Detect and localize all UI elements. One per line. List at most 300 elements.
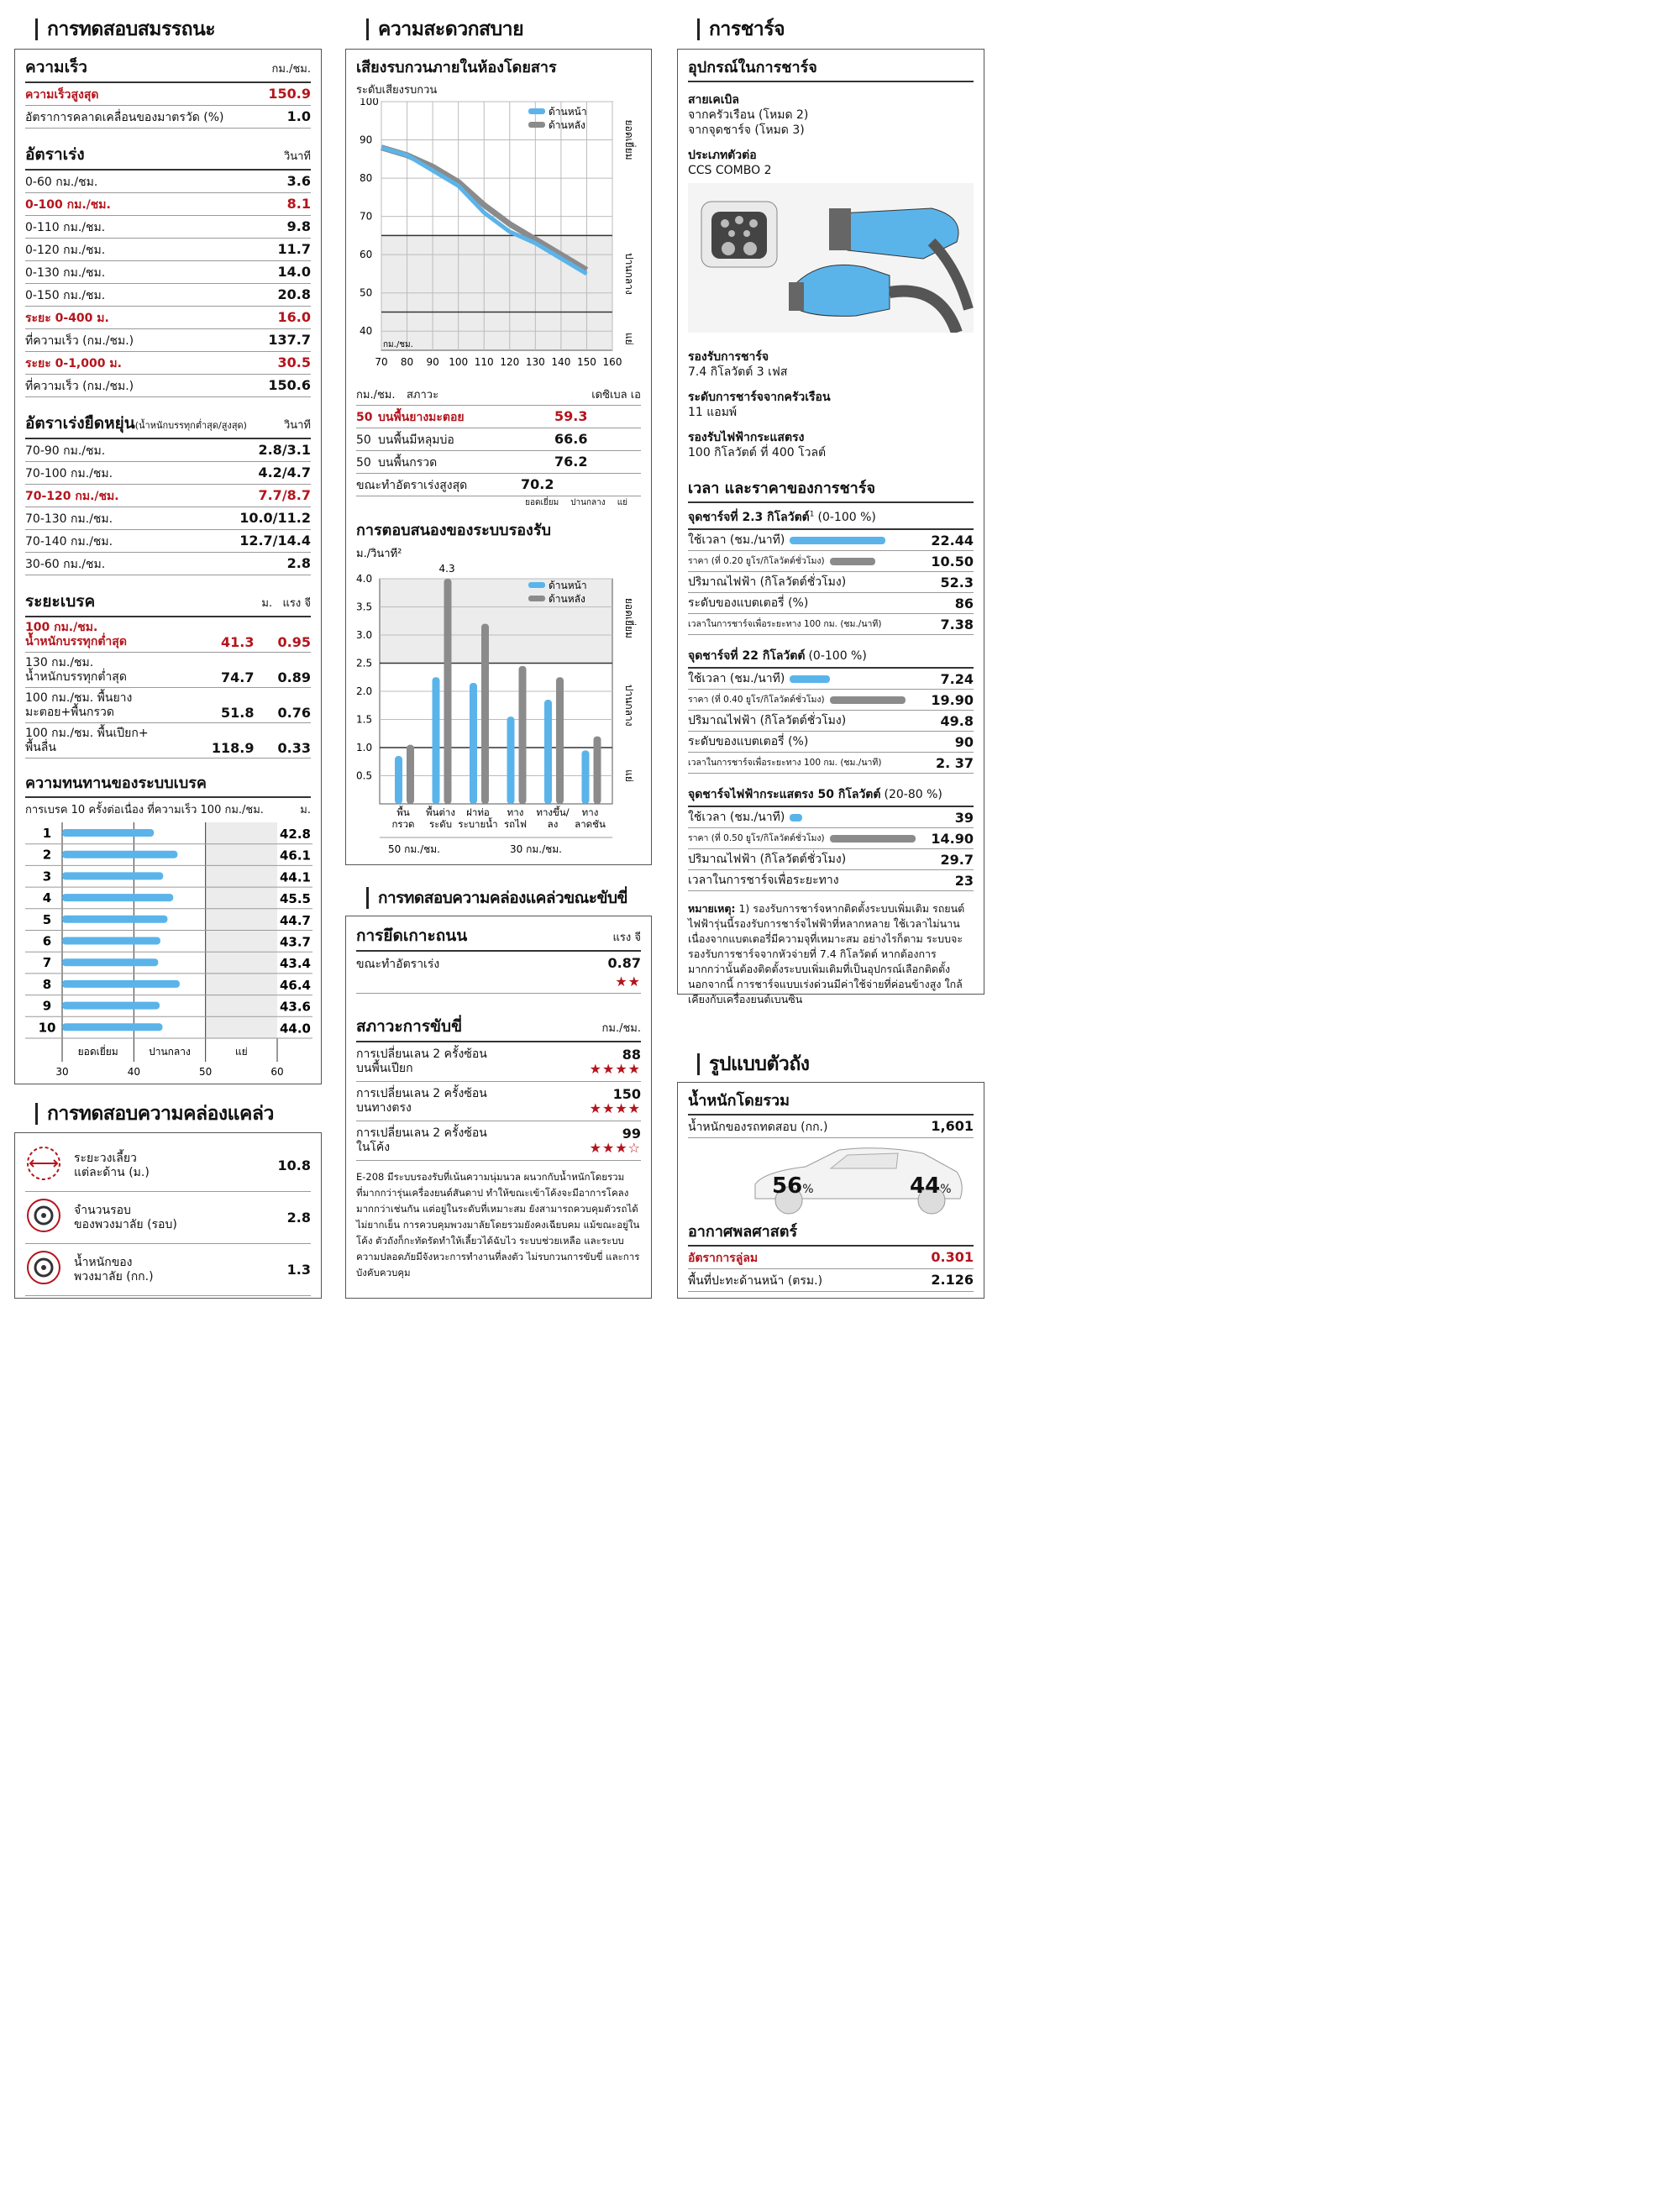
endur-bar xyxy=(62,916,167,923)
driving-value: 150 xyxy=(612,1086,641,1102)
charge-row xyxy=(688,572,974,593)
handling-item xyxy=(25,1197,177,1238)
endur-bar xyxy=(62,937,160,945)
noise-xtick: 130 xyxy=(525,356,545,368)
accel-row xyxy=(25,375,311,397)
endur-value: 46.1 xyxy=(279,848,311,864)
endur-category: 7 xyxy=(42,955,52,971)
brake-label xyxy=(25,691,132,720)
dc-value: 100 กิโลวัตต์ ที่ 400 โวลต์ xyxy=(688,446,827,459)
driving-stars: ★★★☆ xyxy=(589,1140,641,1156)
accel-value: 11.7 xyxy=(277,241,311,257)
grip-value: 0.87 xyxy=(607,955,641,971)
flex-row xyxy=(25,462,311,485)
noise-ytick: 50 xyxy=(360,286,373,299)
susp-category: พื้น xyxy=(396,806,410,818)
susp-bar xyxy=(433,677,440,804)
accel-row xyxy=(25,307,311,329)
noise-col-speed: กม./ชม. xyxy=(356,389,396,402)
handling-label-1: น้ำหนักของ xyxy=(74,1255,133,1269)
handling-item xyxy=(25,1249,154,1290)
endur-zone-label: ยอดเยี่ยม xyxy=(77,1046,118,1058)
noise-title: เสียงรบกวนภายในห้องโดยสาร xyxy=(356,59,557,76)
driving-value: 99 xyxy=(622,1126,641,1142)
noise-zone-labels xyxy=(356,496,641,509)
susp-category: ทาง xyxy=(581,806,599,818)
aero-row xyxy=(688,1269,974,1292)
accel-row xyxy=(25,239,311,261)
charge-row xyxy=(688,732,974,753)
susp-legend-label: ด้านหน้า xyxy=(549,580,587,591)
charge-row xyxy=(688,849,974,870)
endur-value: 44.1 xyxy=(279,869,311,885)
endur-category: 9 xyxy=(42,998,52,1014)
susp-bar xyxy=(481,624,489,804)
accel-label: 0-100 กม./ชม. xyxy=(25,198,111,212)
brake-distance: 41.3 xyxy=(221,634,255,650)
accel-row xyxy=(25,261,311,284)
performance-box xyxy=(14,49,322,1084)
flex-section: อัตราเร่งยืดหยุ่น(น้ำหนักบรรทุกต่ำสุด/สูงสุด) วินาที xyxy=(25,411,311,439)
charge-value: 7.24 xyxy=(940,671,974,687)
flex-value: 12.7/14.4 xyxy=(239,533,311,549)
body-box xyxy=(677,1082,984,1299)
noise-xtick: 140 xyxy=(551,356,571,368)
noise-legend-label: ด้านหลัง xyxy=(549,119,585,131)
endur-category: 8 xyxy=(42,976,52,992)
brake-label-1: 100 กม./ชม. xyxy=(25,621,98,634)
charge-label: ใช้เวลา (ชม./นาที) xyxy=(688,811,785,824)
driving-label xyxy=(356,1126,487,1155)
aero-label: อัตราการลู่ลม xyxy=(688,1252,759,1265)
comfort-header: ความสะดวกสบาย xyxy=(378,18,524,40)
noise-row xyxy=(356,428,641,451)
endur-xtick: 40 xyxy=(127,1066,140,1078)
susp-bar xyxy=(594,737,601,804)
charge-bar-blue xyxy=(790,814,801,822)
home-title: ระดับการชาร์จจากครัวเรือน xyxy=(688,391,831,404)
brake-row xyxy=(25,653,311,688)
driving-label xyxy=(356,1087,487,1115)
brake-label-1: 100 กม./ชม. พื้นเปียก+ xyxy=(25,727,149,740)
noise-speed: 50 xyxy=(356,411,373,424)
aero-title: อากาศพลศาสตร์ xyxy=(688,1219,974,1247)
accel-value: 14.0 xyxy=(277,264,311,280)
brake-label xyxy=(25,727,149,755)
handling-row xyxy=(25,1140,311,1192)
accel-label: ระยะ 0-400 ม. xyxy=(25,312,109,325)
charge-row xyxy=(688,753,974,774)
brake-section: ระยะเบรค ม. แรง จี xyxy=(25,589,311,617)
charge-bar-blue xyxy=(790,537,885,544)
grip-section: การยึดเกาะถนน แรง จี xyxy=(356,923,641,952)
steering-turns-icon xyxy=(25,1197,62,1238)
charge-row xyxy=(688,551,974,572)
charge-bar-blue xyxy=(790,675,830,683)
endurance-subtitle: การเบรค 10 ครั้งต่อเนื่อง ที่ความเร็ว 100 กม./ชม. xyxy=(25,804,264,816)
charge-group-title xyxy=(688,508,974,530)
charge-group-range: (0-100 %) xyxy=(817,511,876,524)
susp-bar xyxy=(407,745,414,804)
endurance-unit: ม. xyxy=(300,804,311,816)
driving-label-2: บนพื้นเปียก xyxy=(356,1062,413,1075)
endur-value: 43.7 xyxy=(279,934,311,950)
susp-bar xyxy=(519,666,527,804)
driving-label-1: การเปลี่ยนเลน 2 ครั้งซ้อน xyxy=(356,1126,487,1140)
brake-label-2: มะตอย+พื้นกรวด xyxy=(25,706,114,719)
noise-ytick: 80 xyxy=(360,172,373,185)
charge-group-name: จุดชาร์จที่ 22 กิโลวัตต์ xyxy=(688,649,806,663)
charge-row xyxy=(688,870,974,891)
aero-label: พื้นที่ปะทะด้านหน้า (ตรม.) xyxy=(688,1274,823,1288)
brake-distance: 51.8 xyxy=(221,705,255,721)
driving-label xyxy=(356,1047,487,1076)
accel-value: 137.7 xyxy=(268,332,311,348)
brake-row xyxy=(25,688,311,723)
charge-group-range: (20-80 %) xyxy=(884,788,942,801)
body-header: รูปแบบตัวถัง xyxy=(709,1053,810,1075)
brake-gforce: 0.76 xyxy=(277,705,311,721)
driving-label-1: การเปลี่ยนเลน 2 ครั้งซ้อน xyxy=(356,1047,487,1061)
endur-bar xyxy=(62,1023,162,1031)
accel-value: 30.5 xyxy=(277,354,311,370)
noise-ytick: 90 xyxy=(360,134,373,146)
susp-bar xyxy=(395,756,402,804)
accel-label: ที่ความเร็ว (กม./ชม.) xyxy=(25,334,134,348)
noise-xtick: 90 xyxy=(426,356,439,368)
endur-category: 1 xyxy=(42,826,52,841)
driving-label-1: การเปลี่ยนเลน 2 ครั้งซ้อน xyxy=(356,1087,487,1100)
endur-category: 6 xyxy=(42,933,52,949)
brake-distance: 74.7 xyxy=(221,669,255,685)
endur-value: 42.8 xyxy=(279,827,311,842)
accel-label: 0-130 กม./ชม. xyxy=(25,266,106,280)
charge-group-title xyxy=(688,785,974,807)
susp-ytick: 1.5 xyxy=(356,713,373,726)
endur-value: 43.4 xyxy=(279,956,311,972)
weight-title: น้ำหนักโดยรวม xyxy=(688,1088,974,1115)
endur-zone-label: ปานกลาง xyxy=(149,1046,191,1058)
charge-row xyxy=(688,669,974,690)
driving-section: สภาวะการขับขี่ กม./ชม. xyxy=(356,1014,641,1042)
charge-value: 29.7 xyxy=(940,852,974,868)
driving-row xyxy=(356,1042,641,1082)
susp-legend-swatch xyxy=(528,582,545,588)
charge-row xyxy=(688,593,974,614)
handling-label-1: จำนวนรอบ xyxy=(74,1203,131,1217)
brake-values xyxy=(221,635,311,649)
brake-label xyxy=(25,656,127,685)
charge-label: ระดับของแบตเตอรี่ (%) xyxy=(688,735,809,748)
flex-row xyxy=(25,439,311,462)
endur-value: 44.7 xyxy=(279,912,311,928)
endurance-section: ความทนทานของระบบเบรค xyxy=(25,770,311,798)
turning-circle-icon xyxy=(25,1145,62,1186)
noise-xtick: 100 xyxy=(449,356,469,368)
connector-value: CCS COMBO 2 xyxy=(688,164,772,177)
endur-bar xyxy=(62,894,173,901)
accel-value: 3.6 xyxy=(286,173,311,189)
noise-table xyxy=(356,384,641,509)
charge-label: ใช้เวลา (ชม./นาที) xyxy=(688,533,785,547)
endur-category: 3 xyxy=(42,869,52,885)
brake-label-2: พื้นลื่น xyxy=(25,741,56,754)
noise-xtick: 150 xyxy=(576,356,596,368)
charge-value: 10.50 xyxy=(931,554,974,570)
charge-group-range: (0-100 %) xyxy=(808,649,867,663)
susp-peak-label: 4.3 xyxy=(438,563,455,575)
flex-label: 70-100 กม./ชม. xyxy=(25,467,113,480)
driving-stars: ★★★★ xyxy=(589,1061,641,1077)
agility-box xyxy=(345,916,652,1299)
cable-line-1: จากครัวเรือน (โหมด 2) xyxy=(688,108,809,122)
charge-value: 2. 37 xyxy=(935,755,974,771)
cable-title: สายเคเบิล xyxy=(688,93,740,107)
noise-row xyxy=(356,451,641,474)
accel-rows xyxy=(25,171,311,397)
susp-ytick: 1.0 xyxy=(356,742,373,753)
flex-row xyxy=(25,507,311,530)
handling-header: การทดสอบความคล่องแคล่ว xyxy=(47,1103,274,1125)
accel-label: 0-60 กม./ชม. xyxy=(25,176,98,189)
agility-header: การทดสอบความคล่องแคล่วขณะขับขี่ xyxy=(378,885,627,911)
brake-label-2: น้ำหนักบรรทุกต่ำสุด xyxy=(25,635,127,648)
driving-values xyxy=(590,1126,641,1155)
handling-item xyxy=(25,1145,150,1186)
handling-label-2: แต่ละด้าน (ม.) xyxy=(74,1165,150,1179)
brake-label-1: 100 กม./ชม. พื้นยาง xyxy=(25,691,133,705)
endur-zone-label: แย่ xyxy=(234,1046,248,1058)
noise-zone-1: ปานกลาง xyxy=(570,498,606,507)
susp-category: ระดับ xyxy=(428,818,453,830)
endur-bar xyxy=(62,872,163,879)
ac-value: 7.4 กิโลวัตต์ 3 เฟส xyxy=(688,365,788,379)
charge-value: 39 xyxy=(954,810,974,826)
noise-cond: บนพื้นกรวด xyxy=(378,456,438,470)
noise-db: 66.6 xyxy=(554,431,588,447)
brake-label-1: 130 กม./ชม. xyxy=(25,656,94,669)
endur-category: 4 xyxy=(42,890,52,906)
equip-title: อุปกรณ์ในการชาร์จ xyxy=(688,55,974,82)
charge-label: ระดับของแบตเตอรี่ (%) xyxy=(688,596,809,610)
endur-value: 46.4 xyxy=(279,977,311,993)
noise-legend-label: ด้านหน้า xyxy=(549,106,587,118)
charging-header: การชาร์จ xyxy=(709,18,785,40)
noise-zone-label: ปานกลาง xyxy=(623,253,635,295)
susp-ytick: 3.0 xyxy=(356,629,373,641)
susp-ytick: 2.0 xyxy=(356,685,373,697)
driving-row xyxy=(356,1121,641,1161)
noise-col-db: เดซิเบล เอ xyxy=(591,389,641,402)
brake-distance: 118.9 xyxy=(211,740,255,756)
charge-label: เวลาในการชาร์จเพื่อระยะทาง 100 กม. (ชม./นาที) xyxy=(688,619,882,629)
charge-value: 52.3 xyxy=(940,575,974,591)
susp-category: รถไฟ xyxy=(503,818,528,830)
brake-row xyxy=(25,723,311,759)
charge-group-name: จุดชาร์จที่ 2.3 กิโลวัตต์ xyxy=(688,511,810,524)
suspension-ylabel: ม./วินาที² xyxy=(356,548,402,560)
noise-xtick: 120 xyxy=(500,356,520,368)
accel-value: 150.6 xyxy=(268,377,311,393)
accel-row xyxy=(25,352,311,375)
accel-value: 16.0 xyxy=(277,309,311,325)
charging-box xyxy=(677,49,984,1005)
driving-values xyxy=(590,1047,641,1076)
handling-label-1: ระยะวงเลี้ยว xyxy=(74,1151,137,1165)
charge-row xyxy=(688,690,974,711)
flex-value: 2.8/3.1 xyxy=(258,442,311,458)
accel-label: ระยะ 0-1,000 ม. xyxy=(25,357,122,370)
driving-rows xyxy=(356,1042,641,1161)
endur-value: 44.0 xyxy=(279,1021,311,1037)
accel-row xyxy=(25,284,311,307)
susp-ytick: 0.5 xyxy=(356,769,373,782)
speed-rows xyxy=(25,83,311,129)
grip-label: ขณะทำอัตราเร่ง xyxy=(356,958,440,971)
speed-value: 150.9 xyxy=(268,86,311,102)
flex-row xyxy=(25,553,311,575)
speed-row xyxy=(25,83,311,106)
weight-row: น้ำหนักของรถทดสอบ (กก.) 1,601 xyxy=(688,1115,974,1138)
noise-ytick: 60 xyxy=(360,249,373,261)
charge-row xyxy=(688,614,974,635)
susp-legend-label: ด้านหลัง xyxy=(549,593,585,605)
flex-value: 7.7/8.7 xyxy=(258,487,311,503)
charge-row xyxy=(688,828,974,849)
aero-rows xyxy=(688,1247,974,1292)
endur-category: 10 xyxy=(38,1020,56,1036)
cable-line-2: จากจุดชาร์จ (โหมด 3) xyxy=(688,123,805,137)
performance-header: การทดสอบสมรรถนะ xyxy=(47,18,216,40)
noise-ytick: 100 xyxy=(360,98,379,108)
charge-label: ราคา (ที่ 0.50 ยูโร/กิโลวัตต์ชั่วโมง) xyxy=(688,833,825,843)
noise-ytick: 40 xyxy=(360,325,373,338)
home-value: 11 แอมพ์ xyxy=(688,406,738,419)
noise-ylabel: ระดับเสียงรบกวน xyxy=(356,84,438,97)
handling-label-2: พวงมาลัย (กก.) xyxy=(74,1269,154,1283)
susp-bar xyxy=(582,750,590,804)
charge-groups xyxy=(688,508,974,891)
charge-bar-gray xyxy=(830,558,875,565)
handling-box xyxy=(14,1132,322,1299)
accel-section: อัตราเร่ง วินาที xyxy=(25,142,311,171)
aero-value: 2.126 xyxy=(931,1272,974,1288)
speed-label: ความเร็วสูงสุด xyxy=(25,88,99,102)
speed-section: ความเร็ว กม./ชม. xyxy=(25,55,311,83)
accel-value: 8.1 xyxy=(286,196,311,212)
ac-title: รองรับการชาร์จ xyxy=(688,350,769,364)
charge-row xyxy=(688,807,974,828)
noise-zone-0: ยอดเยี่ยม xyxy=(525,498,559,507)
handling-value: 10.8 xyxy=(277,1157,311,1173)
susp-legend-swatch xyxy=(528,596,545,601)
susp-bar xyxy=(444,579,452,804)
grip-stars: ★★ xyxy=(615,974,641,990)
charge-value: 90 xyxy=(954,734,974,750)
handling-row xyxy=(25,1192,311,1244)
comfort-box xyxy=(345,49,652,865)
flex-value: 10.0/11.2 xyxy=(239,510,311,526)
time-title: เวลา และราคาของการชาร์จ xyxy=(688,475,974,503)
accel-value: 20.8 xyxy=(277,286,311,302)
speed-label: อัตราการคลาดเคลื่อนของมาตรวัด (%) xyxy=(25,111,224,124)
charge-label: ราคา (ที่ 0.40 ยูโร/กิโลวัตต์ชั่วโมง) xyxy=(688,695,825,705)
handling-row xyxy=(25,1244,311,1296)
susp-ytick: 2.5 xyxy=(356,657,373,669)
flex-value: 4.2/4.7 xyxy=(258,465,311,480)
charge-bar-gray xyxy=(830,835,916,843)
brake-rows xyxy=(25,617,311,759)
charge-value: 49.8 xyxy=(940,713,974,729)
brake-endurance-chart xyxy=(25,821,312,1088)
steering-weight-icon xyxy=(25,1249,62,1290)
noise-cond: บนพื้นมีหลุมบ่อ xyxy=(378,433,454,447)
accel-label: 0-110 กม./ชม. xyxy=(25,221,106,234)
endur-xtick: 30 xyxy=(55,1066,69,1078)
brake-gforce: 0.33 xyxy=(277,740,311,756)
speed-row xyxy=(25,106,311,129)
noise-ytick: 70 xyxy=(360,210,373,223)
susp-zone-label: ยอดเยี่ยม xyxy=(623,597,635,638)
susp-category: พื้นต่าง xyxy=(426,806,455,818)
noise-db: 59.3 xyxy=(554,408,588,424)
noise-xtick: 80 xyxy=(400,356,414,368)
charge-group-name: จุดชาร์จไฟฟ้ากระแสตรง 50 กิโลวัตต์ xyxy=(688,788,881,801)
noise-row xyxy=(356,406,641,428)
endur-category: 5 xyxy=(42,911,52,927)
brake-gforce: 0.89 xyxy=(277,669,311,685)
susp-category: ลง xyxy=(547,818,559,830)
accel-row xyxy=(25,216,311,239)
flex-rows xyxy=(25,439,311,575)
accel-value: 9.8 xyxy=(286,218,311,234)
noise-legend-swatch xyxy=(528,108,545,114)
noise-legend-swatch xyxy=(528,122,545,128)
noise-db: 76.2 xyxy=(554,454,588,470)
endur-bar xyxy=(62,851,177,858)
susp-bar xyxy=(470,683,477,804)
susp-category: ฝาท่อ xyxy=(466,806,490,818)
flex-row xyxy=(25,485,311,507)
endur-bar xyxy=(62,829,154,837)
front-weight: 56 xyxy=(772,1173,803,1199)
susp-category: ระบายน้ำ xyxy=(458,818,498,830)
susp-bar xyxy=(556,677,564,804)
susp-bar xyxy=(507,717,515,804)
driving-row xyxy=(356,1082,641,1121)
handling-rows xyxy=(25,1140,311,1296)
accel-row xyxy=(25,193,311,216)
charge-label: ใช้เวลา (ชม./นาที) xyxy=(688,672,785,685)
noise-accel-row xyxy=(356,474,641,496)
noise-zone-2: แย่ xyxy=(617,498,627,507)
accel-label: 0-150 กม./ชม. xyxy=(25,289,106,302)
charge-label: เวลาในการชาร์จเพื่อระยะทาง 100 กม. (ชม./นาที) xyxy=(688,758,882,768)
endur-xtick: 60 xyxy=(270,1066,284,1078)
charge-label: ปริมาณไฟฟ้า (กิโลวัตต์ชั่วโมง) xyxy=(688,853,847,866)
susp-ytick: 4.0 xyxy=(356,573,373,585)
charge-row xyxy=(688,711,974,732)
charge-value: 86 xyxy=(954,596,974,612)
susp-foot-1: 50 กม./ชม. xyxy=(388,843,440,855)
flex-label: 30-60 กม./ชม. xyxy=(25,558,106,571)
charge-bar-gray xyxy=(830,696,906,704)
endur-bar xyxy=(62,980,180,988)
charge-label: เวลาในการชาร์จเพื่อระยะทาง xyxy=(688,874,839,887)
endur-value: 45.5 xyxy=(279,891,311,907)
charge-group-title xyxy=(688,647,974,669)
handling-label xyxy=(74,1204,177,1232)
